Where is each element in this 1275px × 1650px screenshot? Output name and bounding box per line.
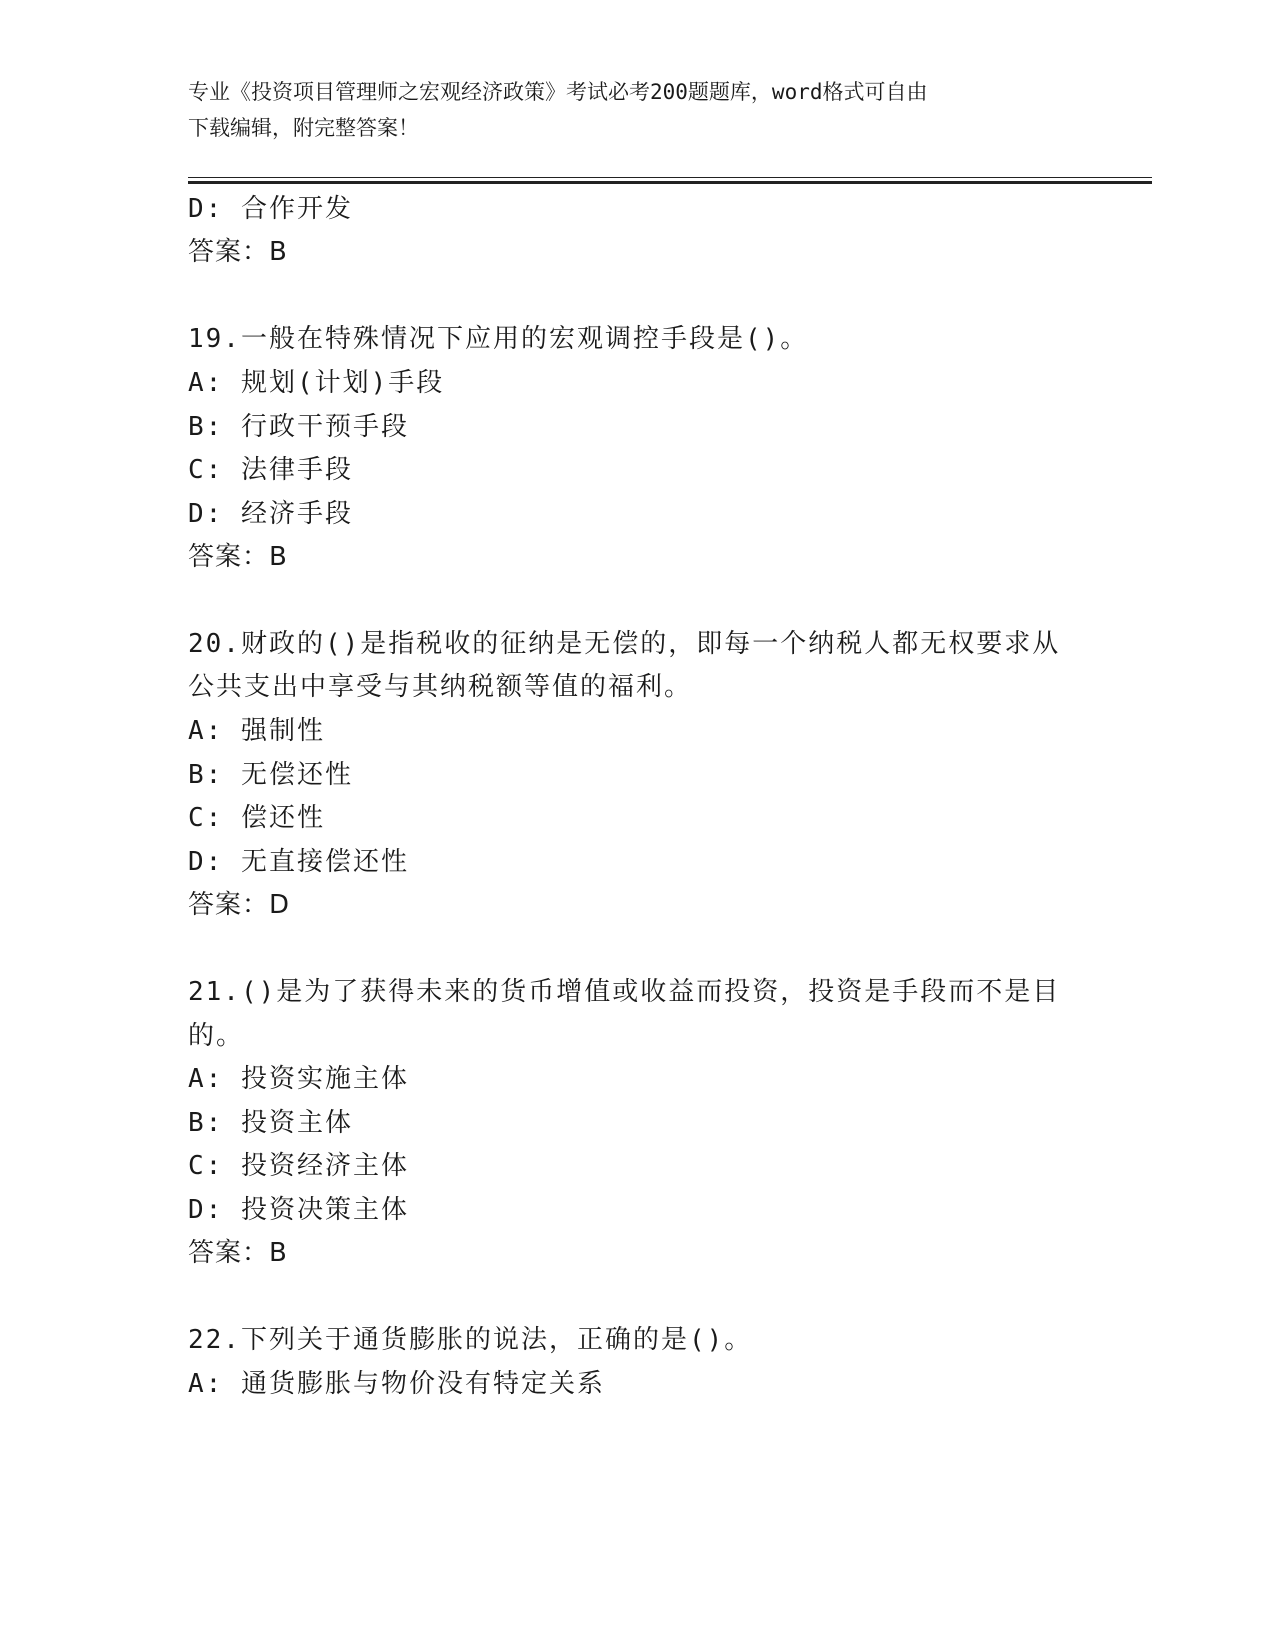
- q21-answer: 答案：B: [188, 1238, 288, 1268]
- q20-option-b: B: 无偿还性: [188, 760, 353, 790]
- q20-option-d: D: 无直接偿还性: [188, 847, 409, 877]
- header-line-2: 下载编辑，附完整答案！: [188, 116, 419, 140]
- prev-answer: 答案：B: [188, 237, 288, 267]
- q21-stem-line-1: 21.()是为了获得未来的货币增值或收益而投资，投资是手段而不是目: [188, 977, 1061, 1007]
- prev-option-d: D: 合作开发: [188, 194, 353, 224]
- q20-option-a: A: 强制性: [188, 716, 325, 746]
- q21-stem-line-2: 的。: [188, 1021, 245, 1051]
- q21-option-c: C: 投资经济主体: [188, 1151, 409, 1181]
- q19-answer: 答案：B: [188, 542, 288, 572]
- q21-option-a: A: 投资实施主体: [188, 1064, 409, 1094]
- q19-option-d: D: 经济手段: [188, 499, 353, 529]
- q19-option-c: C: 法律手段: [188, 455, 353, 485]
- q21-option-d: D: 投资决策主体: [188, 1195, 409, 1225]
- q19-option-b: B: 行政干预手段: [188, 412, 409, 442]
- q20-answer: 答案：D: [188, 890, 291, 920]
- q20-stem-line-2: 公共支出中享受与其纳税额等值的福利。: [188, 672, 693, 702]
- header-line-1: 专业《投资项目管理师之宏观经济政策》考试必考200题题库，word格式可自由: [188, 80, 928, 104]
- q21-option-b: B: 投资主体: [188, 1108, 353, 1138]
- q22-stem: 22.下列关于通货膨胀的说法，正确的是()。: [188, 1325, 753, 1355]
- q19-stem: 19.一般在特殊情况下应用的宏观调控手段是()。: [188, 324, 809, 354]
- q22-option-a: A: 通货膨胀与物价没有特定关系: [188, 1369, 605, 1399]
- header-divider-thick: [188, 181, 1152, 184]
- q19-option-a: A: 规划(计划)手段: [188, 368, 445, 398]
- q20-stem-line-1: 20.财政的()是指税收的征纳是无偿的，即每一个纳税人都无权要求从: [188, 629, 1061, 659]
- header-divider-thin: [188, 177, 1152, 178]
- q20-option-c: C: 偿还性: [188, 803, 325, 833]
- document-header: [188, 74, 1088, 146]
